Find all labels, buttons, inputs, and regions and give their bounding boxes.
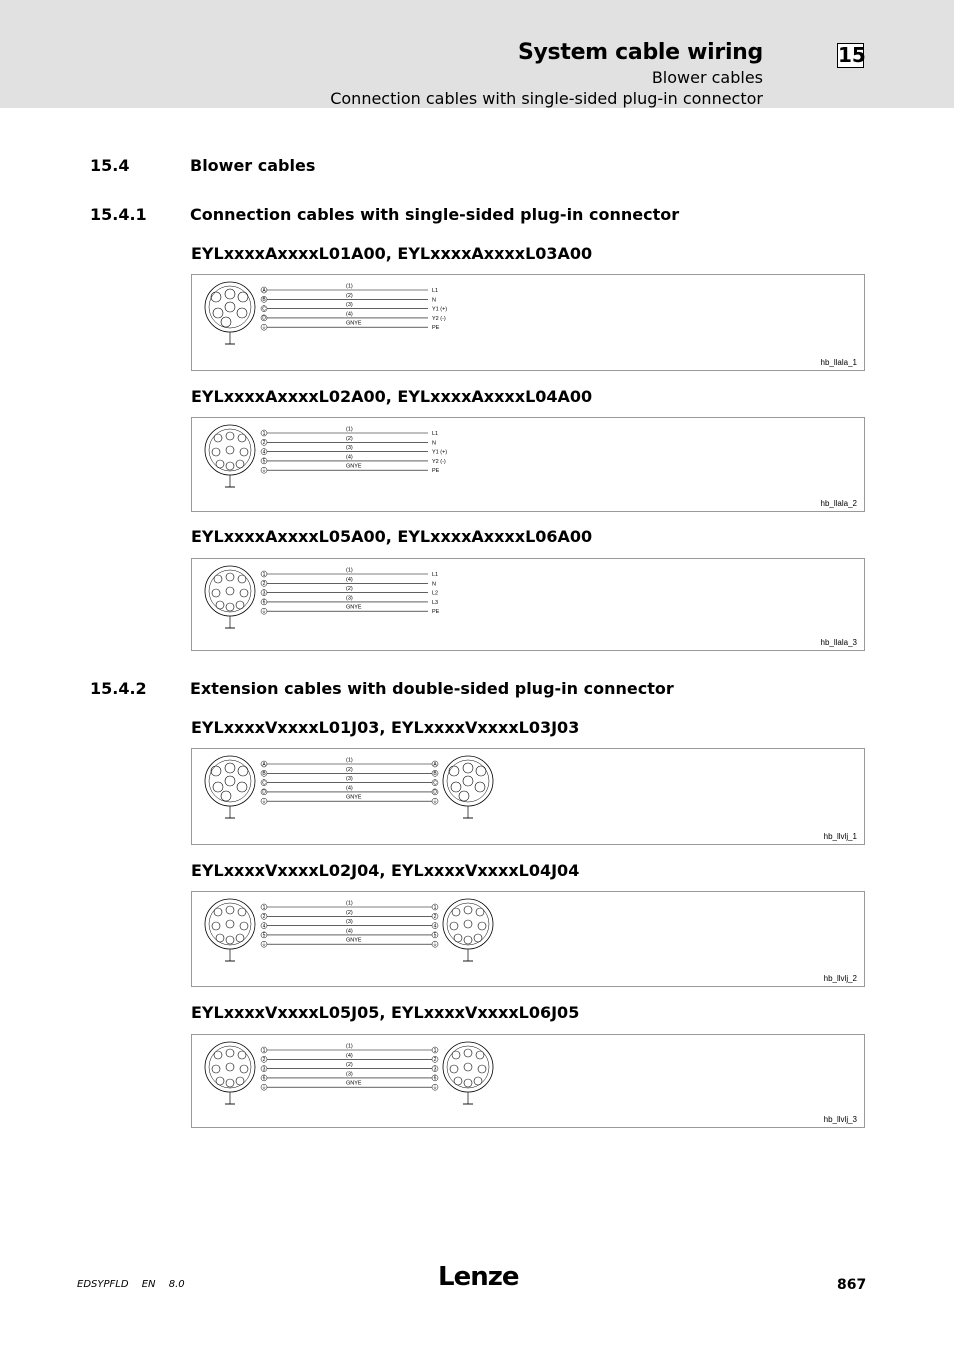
connector-pin <box>463 763 473 773</box>
connector-plug <box>443 899 493 961</box>
pin-label: 2 <box>262 581 266 588</box>
core-label: GNYE <box>346 1080 362 1087</box>
footer-doc-code: EDSYPFLD <box>77 1279 129 1290</box>
wiring-diagram-6 <box>191 1034 865 1128</box>
core-label: (3) <box>346 1071 353 1078</box>
section-title: Extension cables with double-sided plug-in connector <box>190 679 674 698</box>
core-label: (2) <box>346 1062 353 1069</box>
connector-pin <box>214 1051 222 1059</box>
core-label: (1) <box>346 900 353 907</box>
connector-pin <box>240 1065 248 1073</box>
connector-pin <box>240 448 248 456</box>
connector-pin <box>478 922 486 930</box>
connector-pin <box>226 446 234 454</box>
terminal-label: L3 <box>432 599 439 606</box>
terminal-label: 2 <box>433 1057 437 1064</box>
connector-pin <box>476 1051 484 1059</box>
connector-pin <box>474 1077 482 1085</box>
terminal-label: C <box>433 780 437 787</box>
connector-pin <box>464 920 472 928</box>
connector-pin <box>225 776 235 786</box>
connector-pin <box>225 763 235 773</box>
core-label: (2) <box>346 435 353 442</box>
wiring-diagram-3 <box>191 558 865 651</box>
pin-label: ⏚ <box>261 325 267 331</box>
pin-label: 2 <box>262 914 266 921</box>
connector-pin <box>212 589 220 597</box>
connector-pin <box>449 766 459 776</box>
terminal-label: 6 <box>433 1075 437 1082</box>
terminal-label: B <box>433 771 437 778</box>
connector-pin <box>454 934 462 942</box>
page-number: 867 <box>837 1277 867 1293</box>
pin-label: ⏚ <box>261 468 267 474</box>
pin-label: B <box>262 297 266 304</box>
figure-reference: hb_llvlj_2 <box>823 974 857 983</box>
core-label: (3) <box>346 776 353 783</box>
core-label: (2) <box>346 766 353 773</box>
core-label: (4) <box>346 1052 353 1059</box>
core-label: (4) <box>346 785 353 792</box>
figure-reference: hb_llvlj_1 <box>823 832 857 841</box>
connector-pin <box>216 1077 224 1085</box>
connector-plug <box>205 1042 255 1104</box>
pin-label: 5 <box>262 458 266 465</box>
terminal-label: L1 <box>432 288 439 294</box>
pin-label: C <box>262 780 266 787</box>
variant-heading-5: EYLxxxxVxxxxL02J04, EYLxxxxVxxxxL04J04 <box>191 861 580 880</box>
connector-pin <box>459 791 469 801</box>
connector-pin <box>213 782 223 792</box>
connector-pin <box>221 317 231 327</box>
connector-pin <box>236 460 244 468</box>
pin-label: ⏚ <box>261 799 267 805</box>
wiring-diagram-svg <box>192 418 864 511</box>
terminal-label: 3 <box>433 1066 437 1073</box>
wiring-diagram-5 <box>191 891 865 987</box>
connector-plug <box>443 756 493 818</box>
terminal-label: A <box>433 761 437 768</box>
core-label: (1) <box>346 757 353 764</box>
core-label: (4) <box>346 928 353 935</box>
terminal-label: PE <box>432 609 440 616</box>
connector-pin <box>226 920 234 928</box>
terminal-label: Y2 (-) <box>432 315 446 322</box>
connector-pin <box>476 766 486 776</box>
connector-pin <box>238 575 246 583</box>
section-number: 15.4.1 <box>90 205 147 224</box>
terminal-label: 2 <box>433 914 437 921</box>
core-label: GNYE <box>346 794 362 801</box>
connector-pin <box>238 908 246 916</box>
connector-pin <box>463 776 473 786</box>
pin-label: A <box>262 761 266 768</box>
connector-pin <box>450 1065 458 1073</box>
core-label: (3) <box>346 445 353 452</box>
pin-label: 4 <box>262 923 266 930</box>
core-label: (2) <box>346 909 353 916</box>
pin-label: 3 <box>262 1066 266 1073</box>
terminal-label: Y1 (+) <box>432 306 448 313</box>
connector-pin <box>226 906 234 914</box>
connector-pin <box>236 934 244 942</box>
terminal-label: D <box>433 789 437 796</box>
connector-pin <box>213 308 223 318</box>
terminal-label: ⏚ <box>432 1085 438 1091</box>
pin-label: ⏚ <box>261 609 267 615</box>
wiring-diagram-4 <box>191 748 865 845</box>
terminal-label: L1 <box>432 572 439 578</box>
pin-label: D <box>262 789 266 796</box>
variant-heading-3: EYLxxxxAxxxxL05A00, EYLxxxxAxxxxL06A00 <box>191 527 593 546</box>
pin-label: 4 <box>262 449 266 456</box>
connector-pin <box>452 1051 460 1059</box>
connector-pin <box>240 922 248 930</box>
footer-version: 8.0 <box>168 1279 185 1290</box>
connector-plug <box>443 1042 493 1104</box>
wiring-diagram-svg <box>192 1035 864 1127</box>
pin-label: D <box>262 315 266 322</box>
section-number: 15.4 <box>90 156 130 175</box>
connector-pin <box>214 434 222 442</box>
variant-heading-6: EYLxxxxVxxxxL05J05, EYLxxxxVxxxxL06J05 <box>191 1003 580 1022</box>
connector-pin <box>240 589 248 597</box>
variant-heading-4: EYLxxxxVxxxxL01J03, EYLxxxxVxxxxL03J03 <box>191 718 580 737</box>
terminal-label: ⏚ <box>432 942 438 948</box>
terminal-label: N <box>432 297 436 304</box>
pin-label: 6 <box>262 599 266 606</box>
connector-pin <box>216 460 224 468</box>
connector-pin <box>475 782 485 792</box>
connector-pin <box>237 782 247 792</box>
connector-pin <box>226 462 234 470</box>
connector-pin <box>236 1077 244 1085</box>
header-subtitle-1: Blower cables <box>651 68 763 87</box>
wiring-diagram-svg <box>192 749 864 844</box>
figure-reference: hb_llala_1 <box>820 358 857 367</box>
chapter-number: 15 <box>838 43 866 67</box>
section-title: Blower cables <box>190 156 316 175</box>
core-label: (2) <box>346 292 353 299</box>
connector-pin <box>212 1065 220 1073</box>
connector-pin <box>452 908 460 916</box>
connector-pin <box>464 1049 472 1057</box>
pin-label: 3 <box>262 590 266 597</box>
terminal-label: N <box>432 581 436 588</box>
page-title: System cable wiring <box>517 40 763 65</box>
connector-pin <box>236 601 244 609</box>
core-label: (3) <box>346 919 353 926</box>
wiring-diagram-2 <box>191 417 865 512</box>
pin-label: ⏚ <box>261 1085 267 1091</box>
footer-language: EN <box>141 1279 156 1290</box>
pin-label: 1 <box>262 1047 266 1054</box>
connector-pin <box>226 573 234 581</box>
connector-pin <box>464 936 472 944</box>
terminal-label: L2 <box>432 590 439 597</box>
core-label: (4) <box>346 311 353 318</box>
variant-heading-1: EYLxxxxAxxxxL01A00, EYLxxxxAxxxxL03A00 <box>191 244 593 263</box>
terminal-label: ⏚ <box>432 799 438 805</box>
terminal-label: 5 <box>433 932 437 939</box>
core-label: (3) <box>346 595 353 602</box>
connector-pin <box>225 302 235 312</box>
wiring-diagram-svg <box>192 559 864 650</box>
terminal-label: PE <box>432 325 440 332</box>
pin-label: 5 <box>262 932 266 939</box>
connector-pin <box>454 1077 462 1085</box>
pin-label: 1 <box>262 571 266 578</box>
wiring-diagram-svg <box>192 275 864 370</box>
connector-pin <box>214 575 222 583</box>
terminal-label: 1 <box>433 904 437 911</box>
section-title: Connection cables with single-sided plug-in connector <box>190 205 680 224</box>
core-label: GNYE <box>346 937 362 944</box>
core-label: GNYE <box>346 320 362 327</box>
connector-pin <box>226 432 234 440</box>
connector-pin <box>226 1079 234 1087</box>
connector-pin <box>216 601 224 609</box>
terminal-label: PE <box>432 468 440 475</box>
connector-pin <box>216 934 224 942</box>
pin-label: ⏚ <box>261 942 267 948</box>
terminal-label: L1 <box>432 431 439 437</box>
connector-pin <box>238 434 246 442</box>
connector-plug <box>205 282 255 344</box>
pin-label: 1 <box>262 430 266 437</box>
connector-pin <box>476 908 484 916</box>
connector-pin <box>214 908 222 916</box>
figure-reference: hb_llvlj_3 <box>823 1115 857 1124</box>
connector-pin <box>211 766 221 776</box>
terminal-label: N <box>432 440 436 447</box>
lenze-logo: Lenze <box>438 1262 519 1292</box>
connector-pin <box>225 289 235 299</box>
connector-pin <box>211 292 221 302</box>
pin-label: 2 <box>262 1057 266 1064</box>
variant-heading-2: EYLxxxxAxxxxL02A00, EYLxxxxAxxxxL04A00 <box>191 387 593 406</box>
core-label: (1) <box>346 1043 353 1050</box>
core-label: (1) <box>346 283 353 290</box>
connector-pin <box>464 906 472 914</box>
wiring-diagram-svg <box>192 892 864 986</box>
connector-pin <box>451 782 461 792</box>
connector-pin <box>221 791 231 801</box>
connector-pin <box>238 1051 246 1059</box>
pin-label: C <box>262 306 266 313</box>
connector-pin <box>226 603 234 611</box>
connector-pin <box>464 1063 472 1071</box>
pin-label: 2 <box>262 440 266 447</box>
connector-pin <box>226 936 234 944</box>
terminal-label: Y2 (-) <box>432 458 446 465</box>
connector-pin <box>478 1065 486 1073</box>
core-label: (4) <box>346 576 353 583</box>
connector-pin <box>238 766 248 776</box>
connector-pin <box>238 292 248 302</box>
connector-plug <box>205 425 255 487</box>
connector-pin <box>450 922 458 930</box>
pin-label: B <box>262 771 266 778</box>
terminal-label: 1 <box>433 1047 437 1054</box>
core-label: (3) <box>346 302 353 309</box>
core-label: (2) <box>346 586 353 593</box>
wiring-diagram-1 <box>191 274 865 371</box>
core-label: GNYE <box>346 463 362 470</box>
core-label: GNYE <box>346 604 362 611</box>
connector-pin <box>237 308 247 318</box>
core-label: (4) <box>346 454 353 461</box>
terminal-label: Y1 (+) <box>432 449 448 456</box>
connector-pin <box>226 1063 234 1071</box>
section-number: 15.4.2 <box>90 679 147 698</box>
figure-reference: hb_llala_2 <box>820 499 857 508</box>
footer-document-id <box>77 1279 195 1290</box>
terminal-label: 4 <box>433 923 437 930</box>
connector-pin <box>212 922 220 930</box>
connector-pin <box>464 1079 472 1087</box>
connector-plug <box>205 756 255 818</box>
connector-pin <box>212 448 220 456</box>
header-subtitle-2: Connection cables with single-sided plug-in connector <box>330 89 763 108</box>
connector-pin <box>226 1049 234 1057</box>
pin-label: A <box>262 287 266 294</box>
figure-reference: hb_llala_3 <box>820 638 857 647</box>
connector-plug <box>205 566 255 628</box>
core-label: (1) <box>346 567 353 574</box>
connector-plug <box>205 899 255 961</box>
pin-label: 6 <box>262 1075 266 1082</box>
core-label: (1) <box>346 426 353 433</box>
pin-label: 1 <box>262 904 266 911</box>
connector-pin <box>474 934 482 942</box>
connector-pin <box>226 587 234 595</box>
